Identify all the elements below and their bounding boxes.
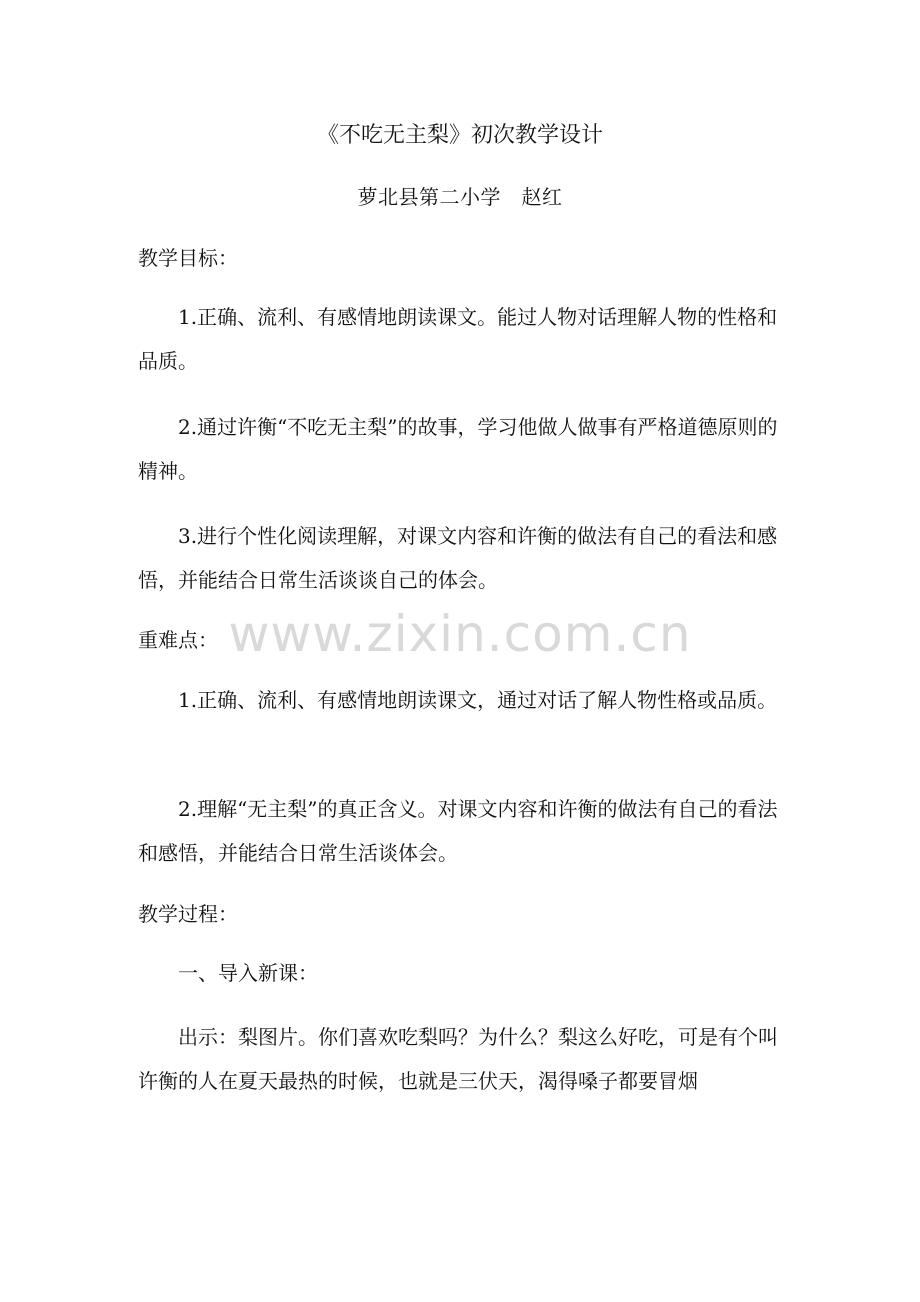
objectives-heading: 教学目标： [138,246,238,270]
objective-item-1: 1.正确、流利、有感情地朗读课文。能过人物对话理解人物的性格和品质。 [138,305,778,373]
objective-item-2: 2.通过许衡“不吃无主梨”的故事，学习他做人做事有严格道德原则的精神。 [138,415,778,483]
objective-item-3: 3.进行个性化阅读理解，对课文内容和许衡的做法有自己的看法和感悟，并能结合日常生活谈谈自己的体会。 [138,524,778,592]
document-title: 《不吃无主梨》初次教学设计 [316,123,603,148]
keypoints-heading: 重难点： [138,628,218,652]
process-section-title: 一、导入新课： [178,961,318,985]
document-author: 萝北县第二小学 赵红 [357,185,563,209]
process-heading: 教学过程： [138,902,238,926]
keypoint-item-1: 1.正确、流利、有感情地朗读课文，通过对话了解人物性格或品质。 [178,688,778,712]
watermark: www.zixin.com.cn [228,605,692,663]
keypoint-item-2: 2.理解“无主梨”的真正含义。对课文内容和许衡的做法有自己的看法和感悟，并能结合日常生活谈体会。 [138,797,778,865]
process-paragraph: 出示：梨图片。你们喜欢吃梨吗？为什么？梨这么好吃，可是有个叫许衡的人在夏天最热的时候，也就是三伏天，渴得嗓子都要冒烟 [138,1025,778,1093]
